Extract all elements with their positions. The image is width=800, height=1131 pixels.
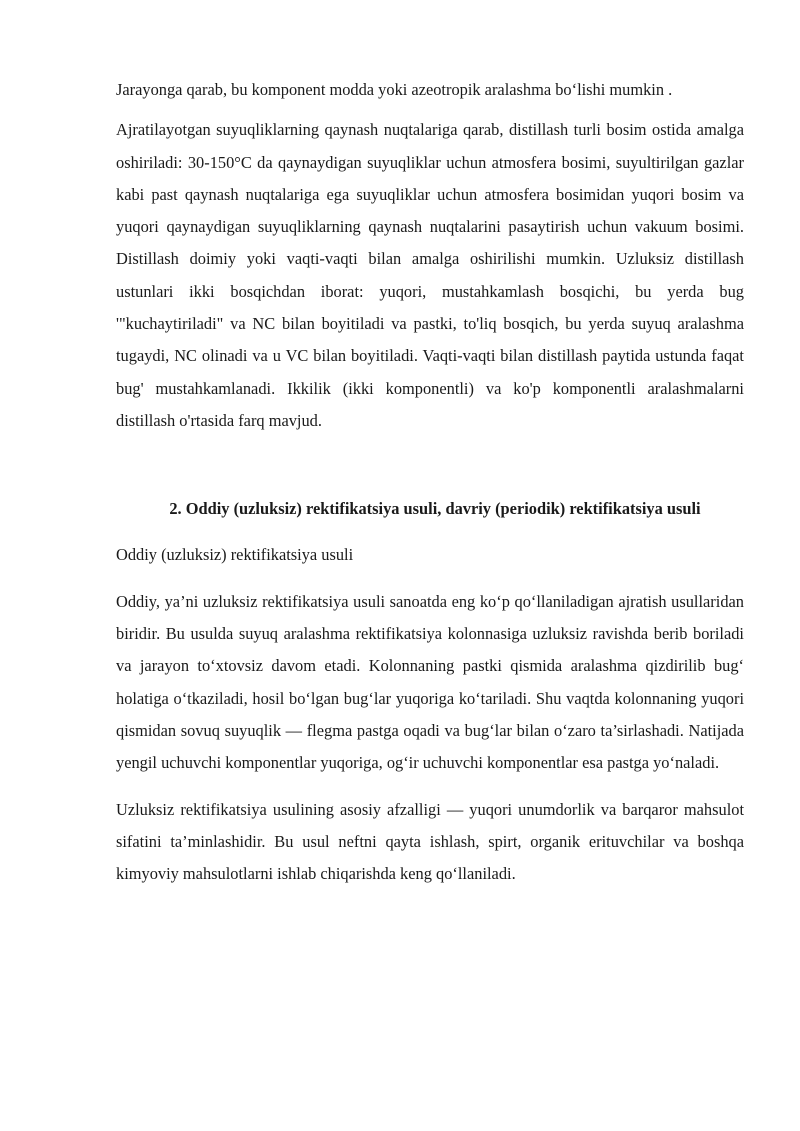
distillation-paragraph: Ajratilayotgan suyuqliklarning qaynash nuqtalariga qarab, distillash turli bosim ostida amalga oshiriladi: 30-150°C da qaynaydigan suyuqliklar uchun atmosfera bosimi, suyultirilgan gazlar kabi past qaynash nuqtalariga ega suyuqliklar uchun atmosfera bosimidan yuqori bosim va yuqori qaynaydigan suyuqliklarning qaynash nuqtalarini pasaytirish uchun vakuum bosimi. Distillash doimiy yoki vaqti-vaqti bilan amalga oshirilishi mumkin. Uzluksiz distillash ustunlari ikki bosqichdan iborat: yuqori, mustahkamlash bosqichi, bu yerda bug '"kuchaytiriladi" va NC bilan boyitiladi va pastki, to'liq bosqich, bu yerda suyuq aralashma tugaydi, NC olinadi va u VC bilan boyitiladi. Vaqti-vaqti bilan distillash paytida ustunda faqat bug' mustahkamlanadi. Ikkilik (ikki komponentli) va ko'p komponentli aralashmalarni distillash o'rtasida farq mavjud. [116,120,744,430]
section-heading: 2. Oddiy (uzluksiz) rektifikatsiya usuli, davriy (periodik) rektifikatsiya usuli [169,499,701,519]
subsection-heading: Oddiy (uzluksiz) rektifikatsiya usuli [116,544,354,564]
intro-paragraph: Jarayonga qarab, bu komponent modda yoki azeotropik aralashma bo‘lishi mumkin . [116,80,673,99]
document-page [116,74,744,891]
advantages-paragraph: Uzluksiz rektifikatsiya usulining asosiy afzalligi — yuqori unumdorlik va barqaror mahsulot sifatini ta’minlashidir. Bu usul neftni qayta ishlash, spirt, organik erituvchilar va boshqa kimyoviy mahsulotlarni ishlab chiqarishda keng qo‘llaniladi. [116,799,744,884]
continuous-rectification-paragraph: Oddiy, ya’ni uzluksiz rektifikatsiya usuli sanoatda eng ko‘p qo‘llaniladigan ajratish usullaridan biridir. Bu usulda suyuq aralashma rektifikatsiya kolonnasiga uzluksiz ravishda berib boriladi va jarayon to‘xtovsiz davom etadi. Kolonnaning pastki qismida aralashma qizdirilib bug‘ holatiga o‘tkaziladi, hosil bo‘lgan bug‘lar yuqoriga ko‘tariladi. Shu vaqtda kolonnaning yuqori qismidan sovuq suyuqlik — flegma pastga oqadi va bug‘lar bilan o‘zaro ta’sirlashadi. Natijada yengil uchuvchi komponentlar yuqoriga, og‘ir uchuvchi komponentlar esa pastga yo‘naladi. [116,591,744,773]
